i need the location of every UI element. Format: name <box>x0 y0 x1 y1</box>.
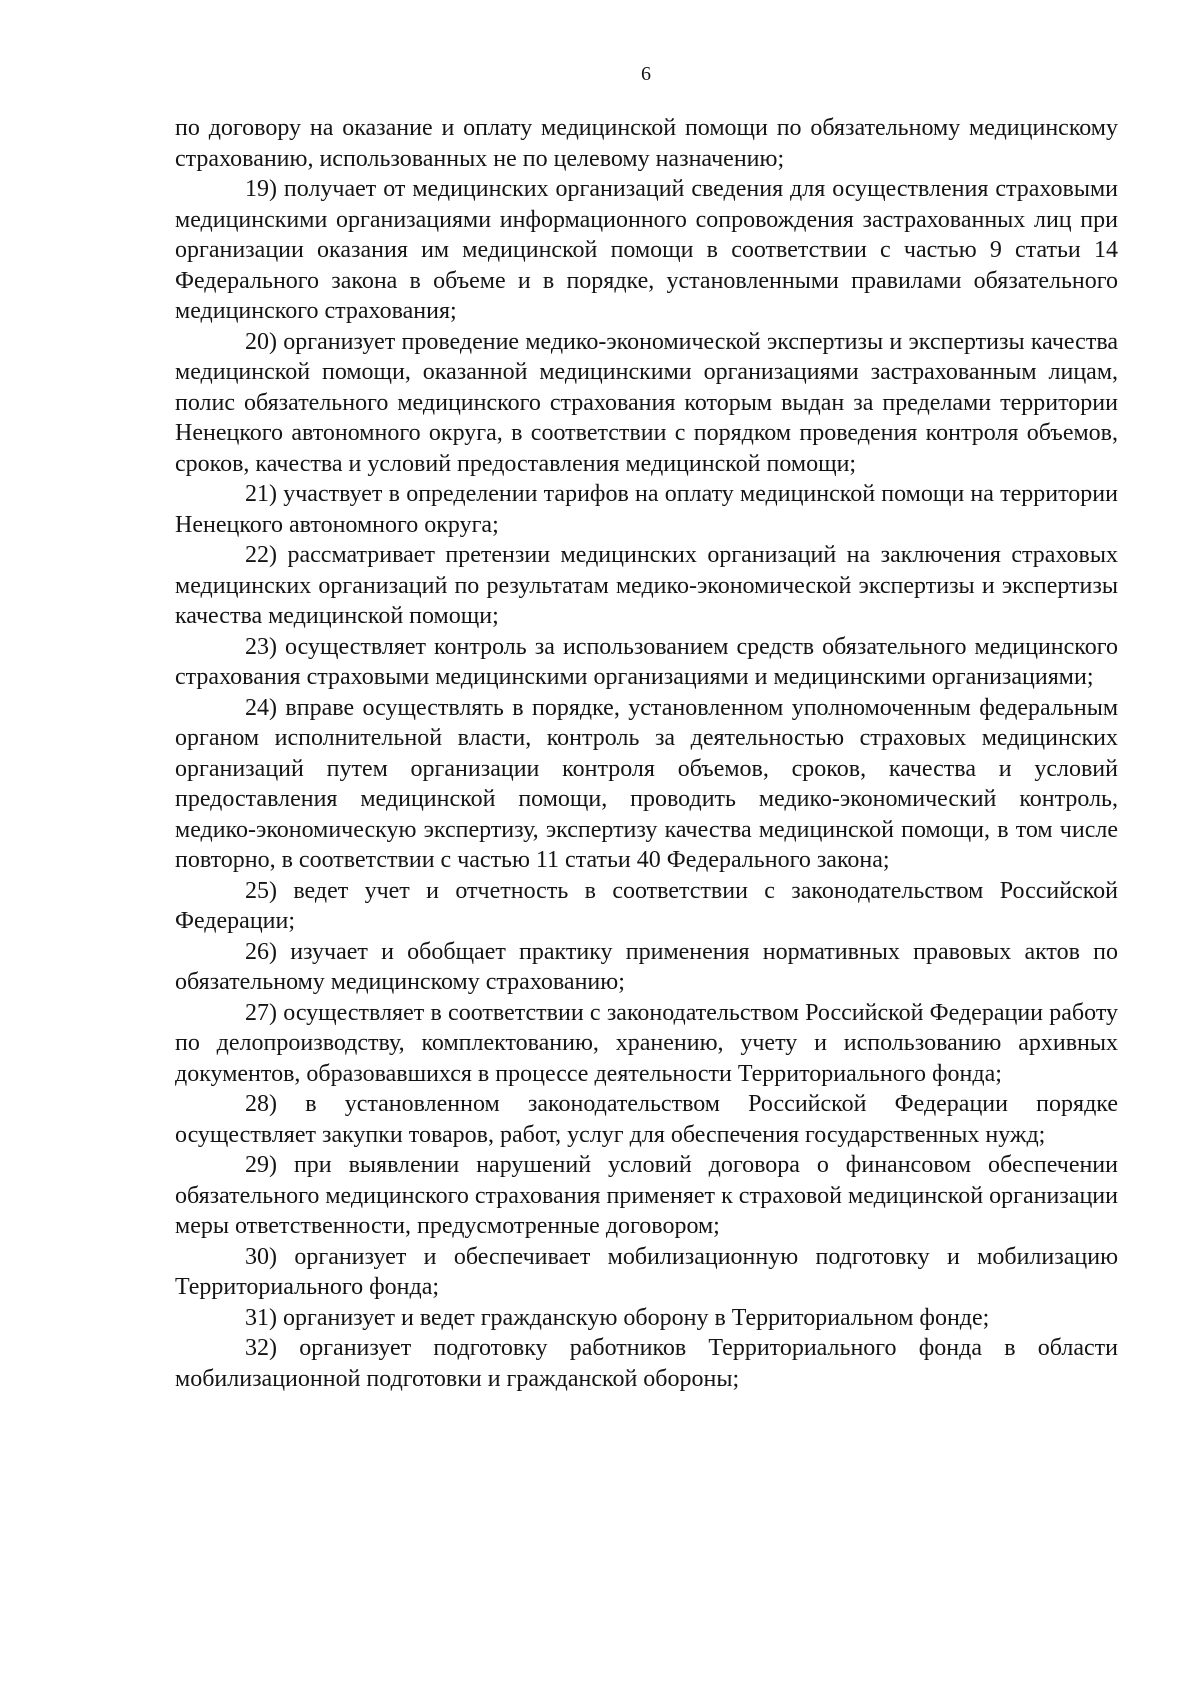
list-item-19: 19) получает от медицинских организаций сведения для осуществления страховыми медицинскими организациями информационного сопровождения застрахованных лиц при организации оказания им медицинской помощи в соответствии с частью 9 статьи 14 Федерального закона в объеме и в порядке, установленными правилами обязательного медицинского страхования; <box>175 176 1118 324</box>
list-item-24: 24) вправе осуществлять в порядке, установленном уполномоченным федеральным органом исполнительной власти, контроль за деятельностью страховых медицинских организаций путем организации контроля объемов, сроков, качества и условий предоставления медицинской помощи, проводить медико-экономический контроль, медико-экономическую экспертизу, экспертизу качества медицинской помощи, в том числе повторно, в соответствии с частью 11 статьи 40 Федерального закона; <box>175 694 1118 873</box>
list-item-28: 28) в установленном законодательством Российской Федерации порядке осуществляет закупки товаров, работ, услуг для обеспечения государственных нужд; <box>175 1091 1118 1148</box>
list-item-31: 31) организует и ведет гражданскую оборону в Территориальном фонде; <box>245 1304 990 1331</box>
list-item-25: 25) ведет учет и отчетность в соответствии с законодательством Российской Федерации; <box>175 877 1118 934</box>
list-item-27: 27) осуществляет в соответствии с законодательством Российской Федерации работу по делопроизводству, комплектованию, хранению, учету и использованию архивных документов, образовавшихся в процессе деятельности Территориального фонда; <box>175 999 1118 1087</box>
list-item-30: 30) организует и обеспечивает мобилизационную подготовку и мобилизацию Территориального фонда; <box>175 1243 1118 1300</box>
list-item-23: 23) осуществляет контроль за использованием средств обязательного медицинского страхования страховыми медицинскими организациями и медицинскими организациями; <box>175 633 1118 690</box>
page-number: 6 <box>641 63 651 85</box>
document-body <box>175 113 1118 1394</box>
list-item-22: 22) рассматривает претензии медицинских организаций на заключения страховых медицинских организаций по результатам медико-экономической экспертизы и экспертизы качества медицинской помощи; <box>175 542 1118 629</box>
paragraph-continuation: по договору на оказание и оплату медицинской помощи по обязательному медицинскому страхованию, использованных не по целевому назначению; <box>175 115 1118 172</box>
list-item-20: 20) организует проведение медико-экономической экспертизы и экспертизы качества медицинской помощи, оказанной медицинскими организациями застрахованным лицам, полис обязательного медицинского страхования которым выдан за пределами территории Ненецкого автономного округа, в соответствии с порядком проведения контроля объемов, сроков, качества и условий предоставления медицинской помощи; <box>175 328 1118 477</box>
list-item-26: 26) изучает и обобщает практику применения нормативных правовых актов по обязательному медицинскому страхованию; <box>175 938 1118 995</box>
list-item-29: 29) при выявлении нарушений условий договора о финансовом обеспечении обязательного медицинского страхования применяет к страховой медицинской организации меры ответственности, предусмотренные договором; <box>175 1152 1118 1239</box>
list-item-21: 21) участвует в определении тарифов на оплату медицинской помощи на территории Ненецкого автономного округа; <box>175 481 1118 538</box>
list-item-32: 32) организует подготовку работников Территориального фонда в области мобилизационной подготовки и гражданской обороны; <box>175 1335 1118 1392</box>
